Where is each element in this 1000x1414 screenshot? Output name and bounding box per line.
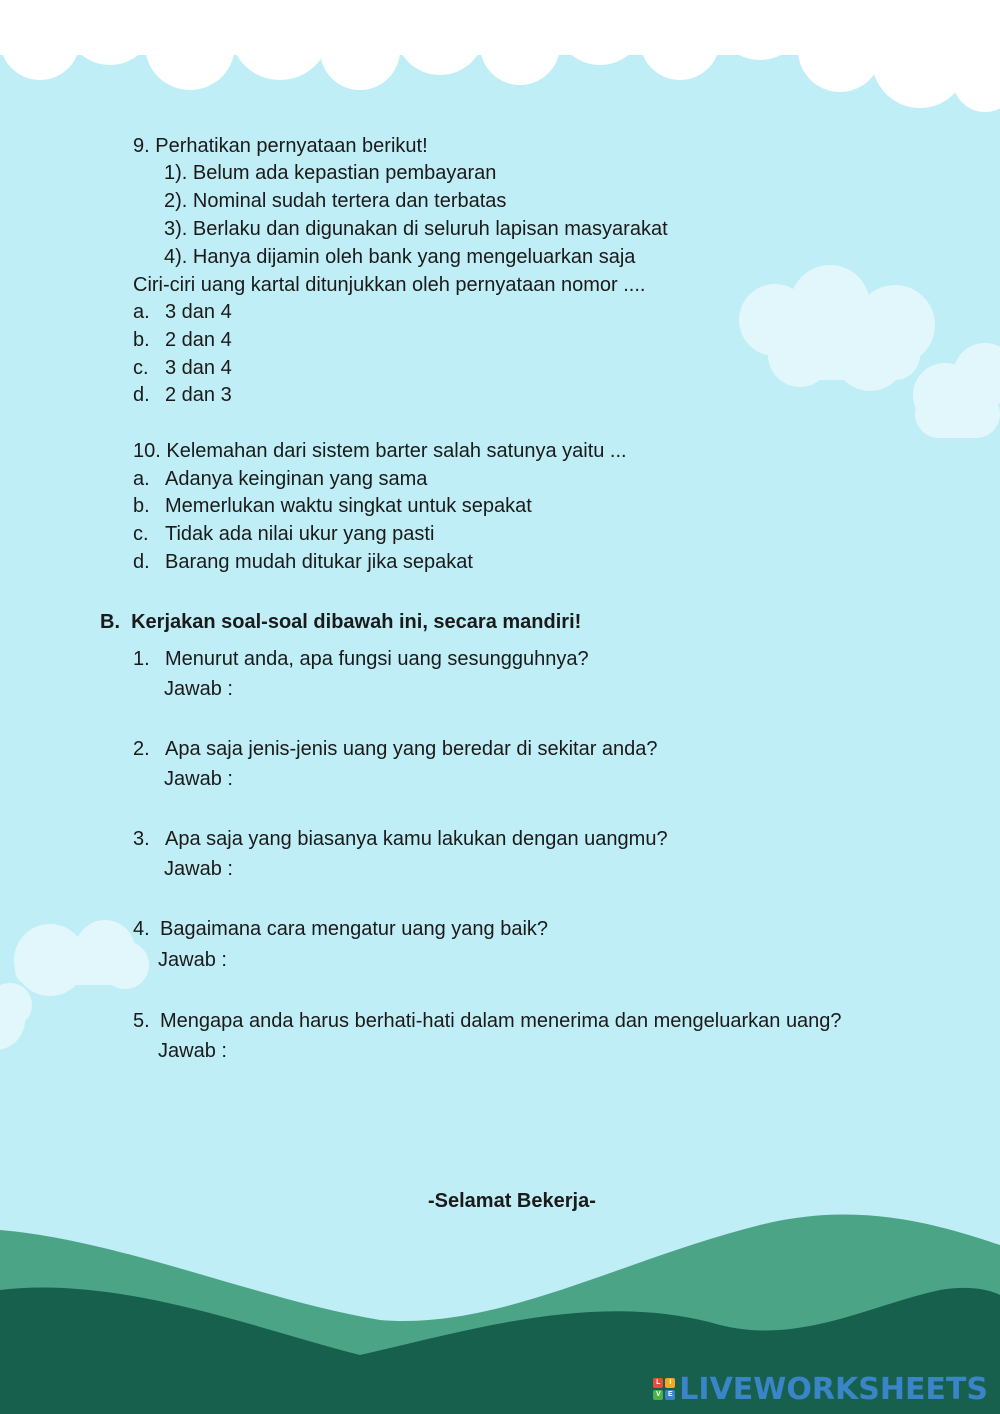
option-letter: d.: [133, 551, 150, 573]
q10-option-b[interactable]: [133, 494, 532, 518]
essay-text: Menurut anda, apa fungsi uang sesungguhnya?: [165, 648, 589, 670]
essay-question-1: [133, 647, 589, 671]
option-text: 3 dan 4: [165, 301, 232, 323]
brand-name: LIVEWORKSHEETS: [679, 1371, 988, 1407]
option-text: 3 dan 4: [165, 357, 232, 379]
q9-prompt: Ciri-ciri uang kartal ditunjukkan oleh pernyataan nomor ....: [133, 274, 646, 296]
essay-text: Apa saja yang biasanya kamu lakukan dengan uangmu?: [165, 828, 668, 850]
q9-question: 9. Perhatikan pernyataan berikut!: [133, 135, 428, 157]
option-text: 2 dan 4: [165, 329, 232, 351]
q10-option-a[interactable]: [133, 467, 427, 491]
section-b-heading: B. Kerjakan soal-soal dibawah ini, secara mandiri!: [100, 611, 582, 633]
liveworksheets-logo: [653, 1372, 988, 1406]
answer-field-5[interactable]: Jawab :: [158, 1040, 227, 1062]
essay-text: Apa saja jenis-jenis uang yang beredar di sekitar anda?: [165, 738, 658, 760]
essay-text: Bagaimana cara mengatur uang yang baik?: [160, 918, 549, 940]
logo-letter-v: V: [653, 1390, 663, 1400]
essay-question-3: [133, 827, 668, 851]
left-clouds: [0, 920, 149, 1050]
essay-question-4: [133, 917, 548, 941]
option-letter: c.: [133, 523, 149, 545]
option-letter: b.: [133, 329, 150, 351]
essay-question-5: [133, 1009, 842, 1033]
option-text: Adanya keinginan yang sama: [165, 468, 428, 490]
essay-number: 4.: [133, 918, 150, 940]
q9-option-a[interactable]: [133, 300, 232, 324]
essay-text: Mengapa anda harus berhati-hati dalam menerima dan mengeluarkan uang?: [160, 1010, 842, 1032]
top-clouds: [0, 0, 1000, 112]
essay-number: 2.: [133, 738, 150, 760]
q9-option-c[interactable]: [133, 356, 232, 380]
q9-option-d[interactable]: [133, 383, 232, 407]
q9-statement-3: 3). Berlaku dan digunakan di seluruh lapisan masyarakat: [164, 218, 668, 240]
answer-field-1[interactable]: Jawab :: [164, 678, 233, 700]
essay-number: 1.: [133, 648, 150, 670]
answer-field-4[interactable]: Jawab :: [158, 949, 227, 971]
option-letter: a.: [133, 468, 150, 490]
option-letter: d.: [133, 384, 150, 406]
q10-option-d[interactable]: [133, 550, 473, 574]
option-letter: b.: [133, 495, 150, 517]
q9-option-b[interactable]: [133, 328, 232, 352]
logo-letter-i: I: [665, 1378, 675, 1388]
answer-field-3[interactable]: Jawab :: [164, 858, 233, 880]
essay-number: 3.: [133, 828, 150, 850]
logo-letter-e: E: [665, 1390, 675, 1400]
q9-statement-4: 4). Hanya dijamin oleh bank yang mengeluarkan saja: [164, 246, 636, 268]
essay-question-2: [133, 737, 658, 761]
option-text: Barang mudah ditukar jika sepakat: [165, 551, 473, 573]
q9-statement-2: 2). Nominal sudah tertera dan terbatas: [164, 190, 507, 212]
option-letter: c.: [133, 357, 149, 379]
option-text: Memerlukan waktu singkat untuk sepakat: [165, 495, 532, 517]
option-letter: a.: [133, 301, 150, 323]
answer-field-2[interactable]: Jawab :: [164, 768, 233, 790]
q9-statement-1: 1). Belum ada kepastian pembayaran: [164, 162, 497, 184]
q10-question: 10. Kelemahan dari sistem barter salah satunya yaitu ...: [133, 440, 627, 462]
right-clouds: [739, 265, 1000, 438]
closing-text: -Selamat Bekerja-: [428, 1190, 596, 1212]
logo-letter-l: L: [653, 1378, 663, 1388]
essay-number: 5.: [133, 1010, 150, 1032]
brand-logo-icon: [653, 1378, 675, 1400]
q10-option-c[interactable]: [133, 522, 434, 546]
option-text: Tidak ada nilai ukur yang pasti: [165, 523, 435, 545]
option-text: 2 dan 3: [165, 384, 232, 406]
